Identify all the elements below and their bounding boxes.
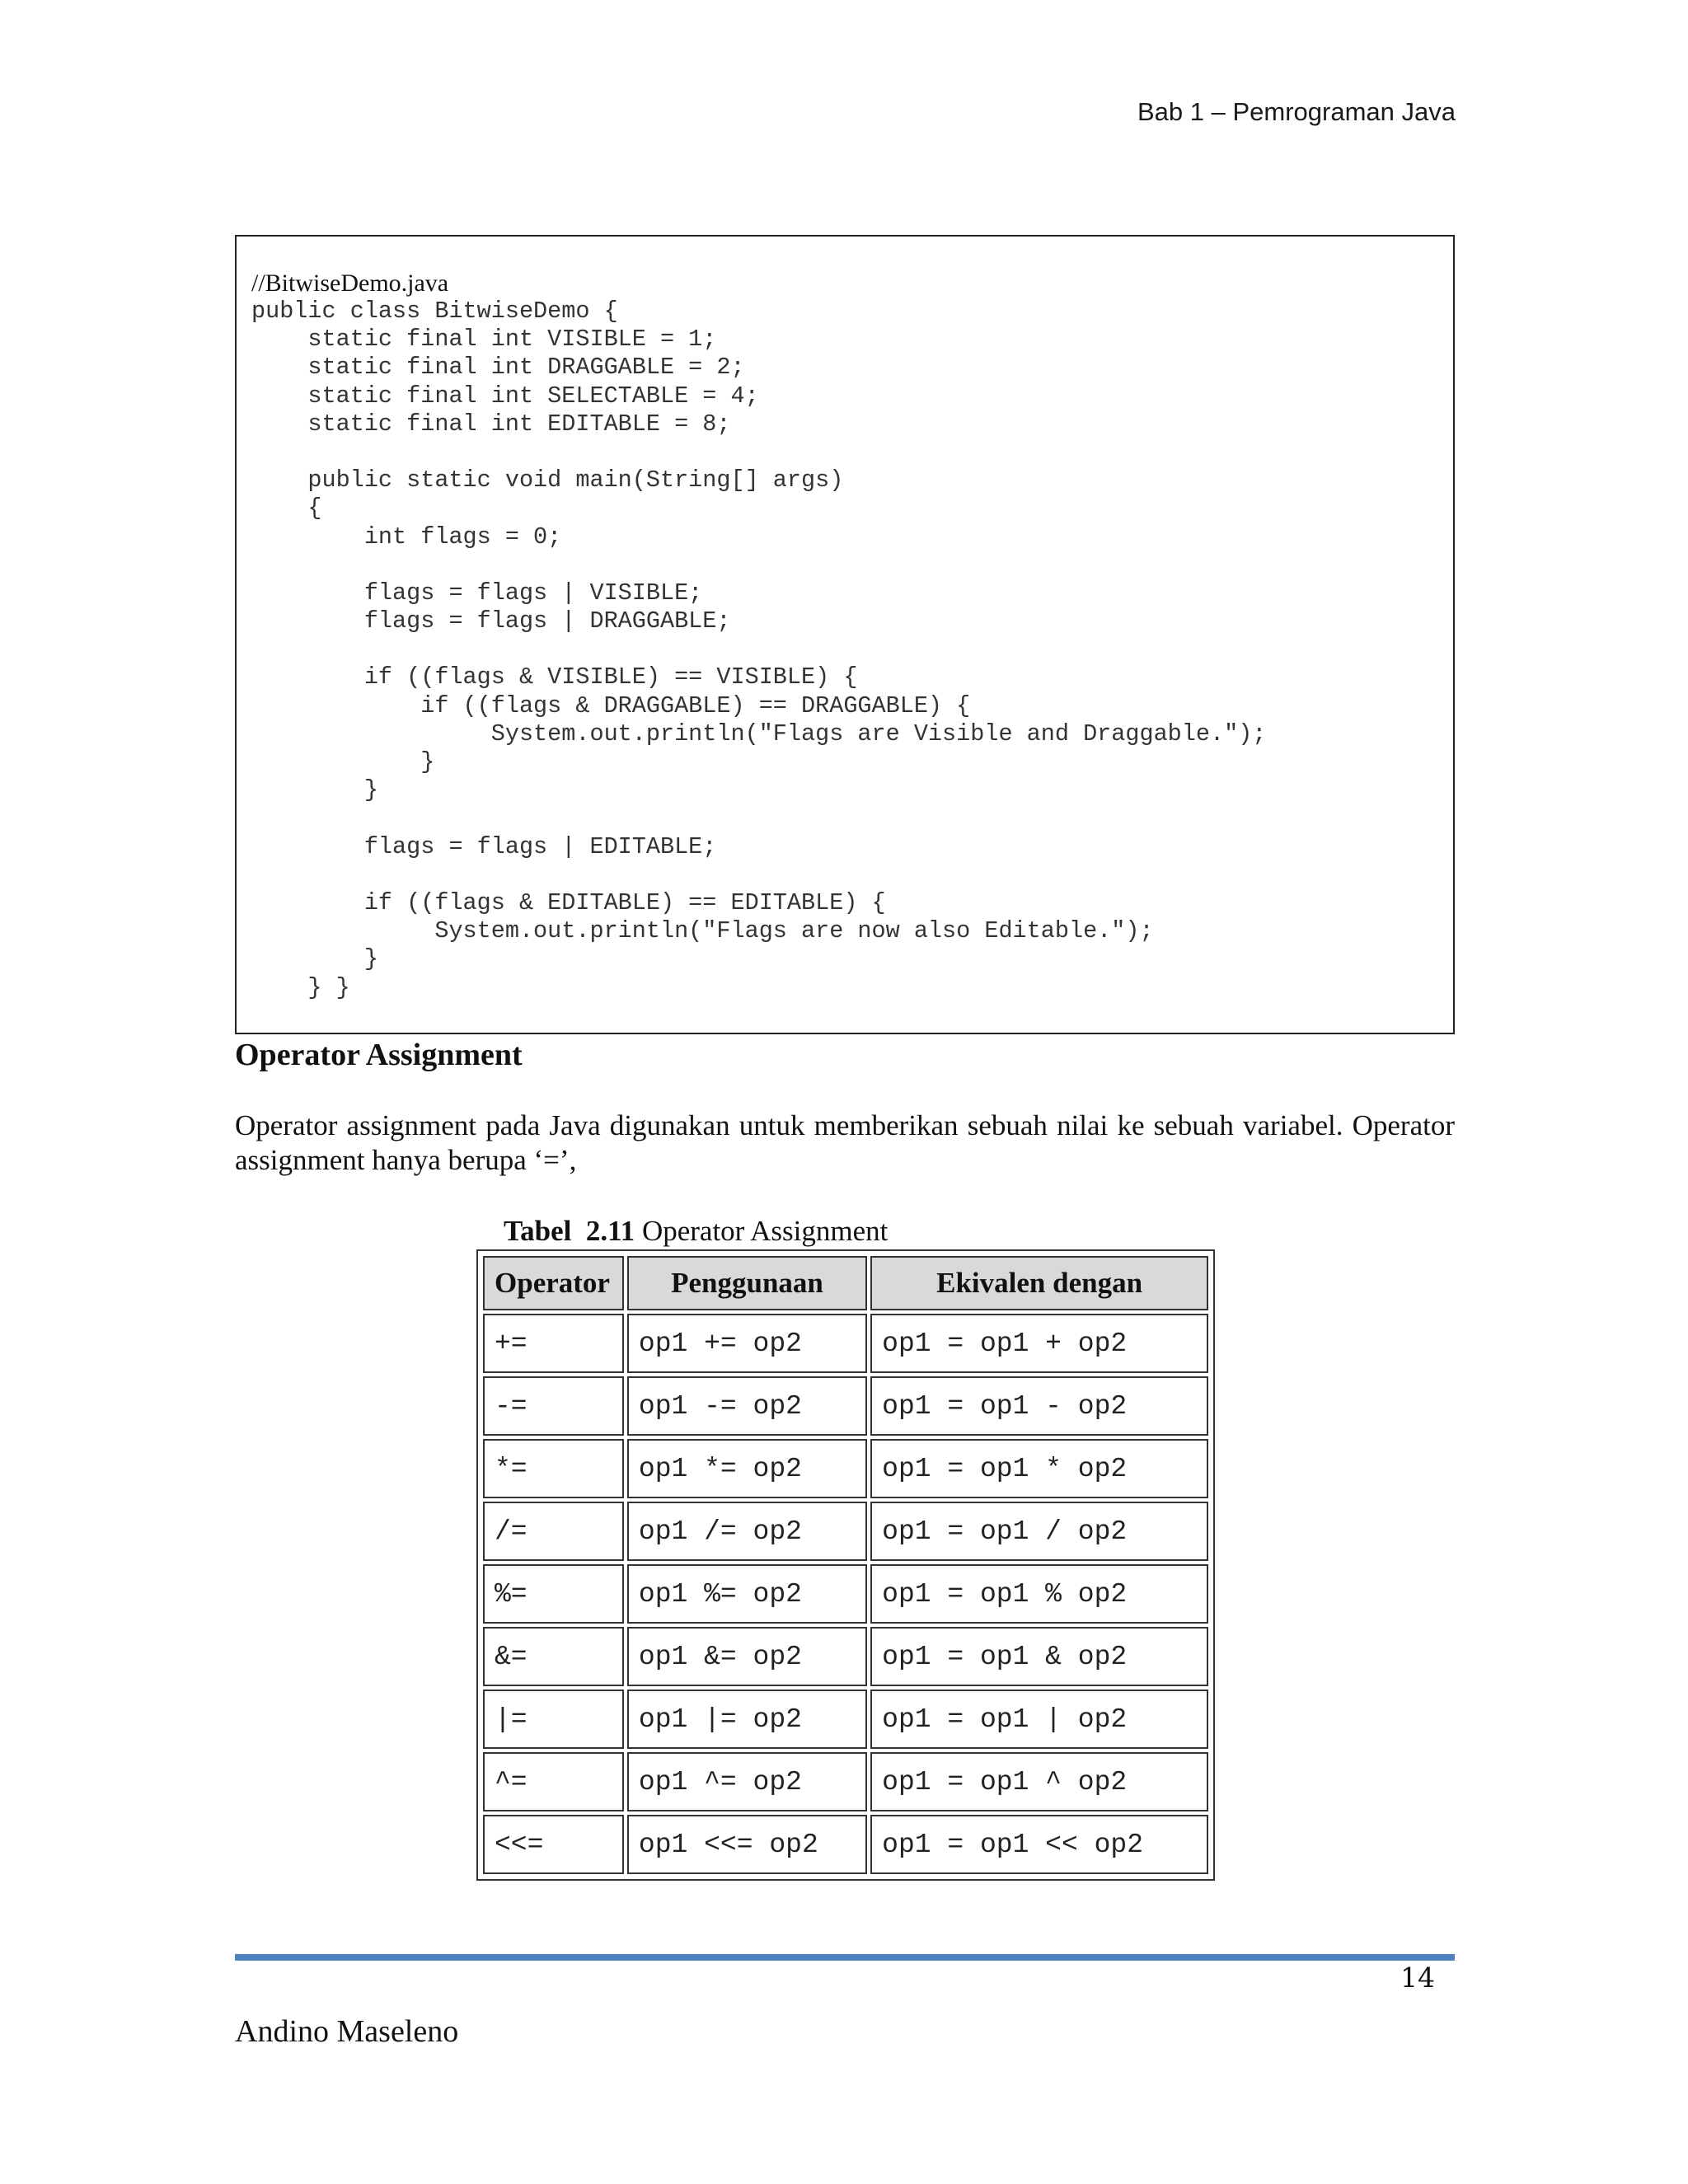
header-ekivalen: Ekivalen dengan — [870, 1256, 1208, 1310]
cell-penggunaan: op1 %= op2 — [627, 1564, 867, 1624]
code-line: static final int VISIBLE = 1; — [251, 326, 717, 354]
code-line: static final int DRAGGABLE = 2; — [251, 354, 745, 382]
cell-ekivalen: op1 = op1 - op2 — [870, 1376, 1208, 1436]
table-row — [483, 1690, 1208, 1749]
table-row — [483, 1815, 1208, 1874]
table-body — [483, 1314, 1208, 1874]
code-line — [251, 551, 1453, 579]
cell-operator: <<= — [483, 1815, 624, 1874]
cell-penggunaan: op1 /= op2 — [627, 1502, 867, 1561]
cell-ekivalen: op1 = op1 ^ op2 — [870, 1752, 1208, 1811]
operator-table-frame — [476, 1249, 1215, 1881]
table-row — [483, 1752, 1208, 1811]
table-caption — [504, 1215, 888, 1248]
header-operator: Operator — [483, 1256, 624, 1310]
operator-assignment-table — [480, 1253, 1212, 1877]
code-line — [251, 635, 1453, 663]
code-line: if ((flags & VISIBLE) == VISIBLE) { — [251, 663, 858, 691]
table-caption-text: Operator Assignment — [635, 1215, 889, 1247]
code-line: if ((flags & DRAGGABLE) == DRAGGABLE) { — [251, 691, 971, 719]
cell-penggunaan: op1 ^= op2 — [627, 1752, 867, 1811]
code-line: public class BitwiseDemo { — [251, 298, 618, 325]
code-line: } — [251, 776, 378, 804]
cell-operator: += — [483, 1314, 624, 1373]
code-line: System.out.println("Flags are Visible and Draggable."); — [251, 719, 1267, 748]
cell-penggunaan: op1 -= op2 — [627, 1376, 867, 1436]
code-line: } } — [251, 973, 350, 1001]
table-row — [483, 1502, 1208, 1561]
section-paragraph: Operator assignment pada Java digunakan untuk memberikan sebuah nilai ke sebuah variabel. Operator assignment hanya berupa ‘=’, — [235, 1109, 1455, 1176]
code-line: static final int SELECTABLE = 4; — [251, 382, 759, 410]
code-line: flags = flags | DRAGGABLE; — [251, 607, 731, 635]
table-row — [483, 1627, 1208, 1686]
cell-ekivalen: op1 = op1 * op2 — [870, 1439, 1208, 1498]
cell-penggunaan: op1 <<= op2 — [627, 1815, 867, 1874]
cell-penggunaan: op1 &= op2 — [627, 1627, 867, 1686]
cell-ekivalen: op1 = op1 & op2 — [870, 1627, 1208, 1686]
cell-penggunaan: op1 |= op2 — [627, 1690, 867, 1749]
table-row — [483, 1314, 1208, 1373]
page-number: 14 — [1400, 1961, 1435, 1994]
cell-operator: |= — [483, 1690, 624, 1749]
cell-operator: %= — [483, 1564, 624, 1624]
code-line: { — [251, 494, 322, 523]
code-line: flags = flags | EDITABLE; — [251, 832, 717, 860]
code-line: if ((flags & EDITABLE) == EDITABLE) { — [251, 888, 886, 916]
code-line — [251, 861, 1453, 889]
code-line: flags = flags | VISIBLE; — [251, 579, 703, 607]
code-listing-box — [235, 235, 1455, 1034]
code-line: public static void main(String[] args) — [251, 466, 844, 494]
cell-penggunaan: op1 *= op2 — [627, 1439, 867, 1498]
cell-operator: *= — [483, 1439, 624, 1498]
code-line — [251, 804, 1453, 832]
code-lines — [251, 298, 1453, 1002]
header-penggunaan: Penggunaan — [627, 1256, 867, 1310]
cell-operator: &= — [483, 1627, 624, 1686]
cell-ekivalen: op1 = op1 / op2 — [870, 1502, 1208, 1561]
code-line: } — [251, 945, 378, 973]
code-line: System.out.println("Flags are now also Editable."); — [251, 917, 1154, 945]
table-row — [483, 1376, 1208, 1436]
author-name: Andino Maseleno — [235, 2014, 459, 2049]
table-row — [483, 1439, 1208, 1498]
table-caption-label: Tabel 2.11 — [504, 1215, 635, 1247]
cell-ekivalen: op1 = op1 % op2 — [870, 1564, 1208, 1624]
table-header-row — [483, 1256, 1208, 1310]
section-heading: Operator Assignment — [235, 1038, 523, 1072]
table-row — [483, 1564, 1208, 1624]
cell-operator: ^= — [483, 1752, 624, 1811]
footer-rule — [235, 1954, 1455, 1961]
cell-ekivalen: op1 = op1 + op2 — [870, 1314, 1208, 1373]
code-line: } — [251, 748, 435, 776]
code-line: static final int EDITABLE = 8; — [251, 410, 731, 438]
cell-operator: -= — [483, 1376, 624, 1436]
cell-ekivalen: op1 = op1 << op2 — [870, 1815, 1208, 1874]
running-header: Bab 1 – Pemrograman Java — [1137, 97, 1456, 126]
cell-penggunaan: op1 += op2 — [627, 1314, 867, 1373]
cell-ekivalen: op1 = op1 | op2 — [870, 1690, 1208, 1749]
cell-operator: /= — [483, 1502, 624, 1561]
code-line — [251, 438, 1453, 466]
code-line: int flags = 0; — [251, 523, 562, 551]
code-file-comment: //BitwiseDemo.java — [251, 269, 449, 297]
